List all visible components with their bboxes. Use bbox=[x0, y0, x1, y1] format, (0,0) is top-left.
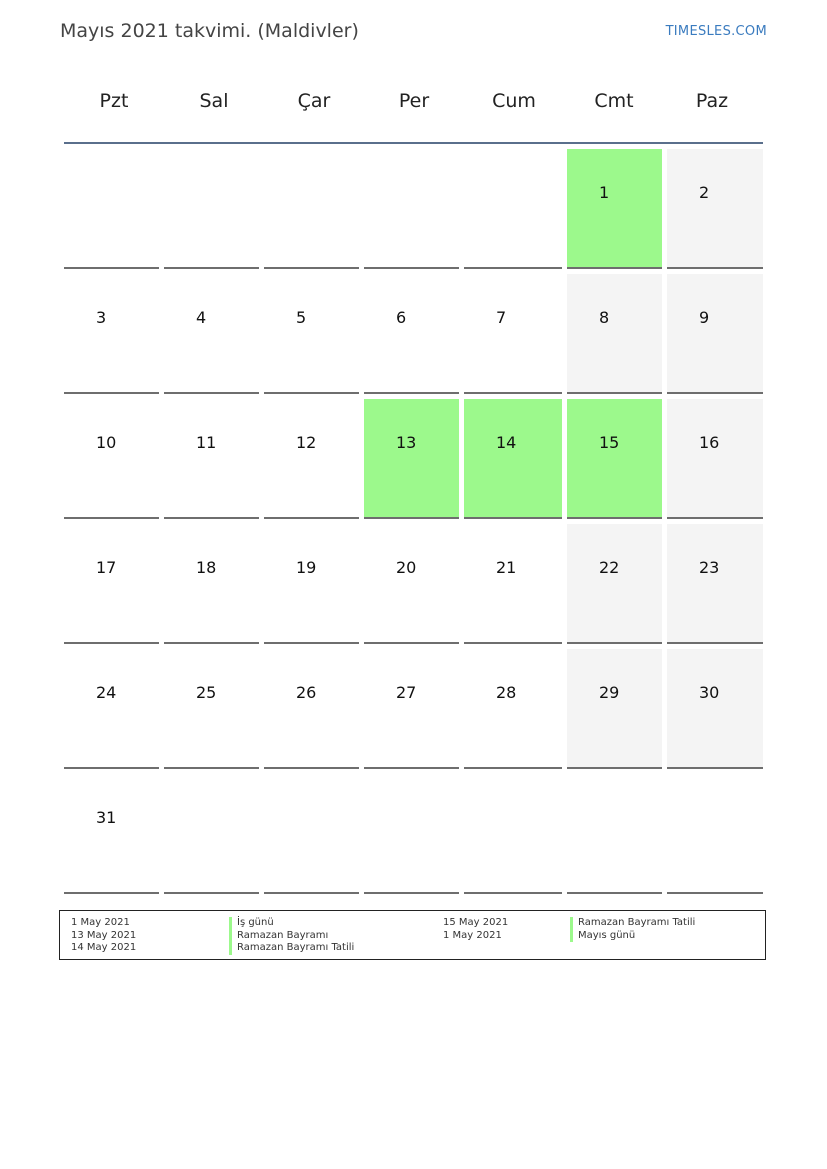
day-cell bbox=[667, 399, 763, 519]
day-number: 9 bbox=[699, 308, 710, 327]
day-number: 31 bbox=[96, 808, 117, 827]
day-cell bbox=[364, 149, 459, 269]
day-cell bbox=[164, 774, 259, 894]
week-row bbox=[64, 149, 764, 274]
day-cell bbox=[464, 524, 562, 644]
day-number: 21 bbox=[496, 558, 517, 577]
day-number: 24 bbox=[96, 683, 117, 702]
week-row bbox=[64, 274, 764, 399]
legend-names-left bbox=[229, 917, 354, 955]
week-row bbox=[64, 774, 764, 899]
day-number: 13 bbox=[396, 433, 417, 452]
day-cell bbox=[364, 649, 459, 769]
day-number: 29 bbox=[599, 683, 620, 702]
day-cell bbox=[464, 399, 562, 519]
day-number: 6 bbox=[396, 308, 407, 327]
day-number: 25 bbox=[196, 683, 217, 702]
day-number: 17 bbox=[96, 558, 117, 577]
day-cell bbox=[464, 774, 562, 894]
legend-holiday-name: Ramazan Bayramı Tatili bbox=[570, 917, 695, 930]
day-number: 7 bbox=[496, 308, 507, 327]
brand-link[interactable]: TIMESLES.COM bbox=[665, 24, 767, 39]
day-cell bbox=[364, 399, 459, 519]
day-cell bbox=[364, 774, 459, 894]
day-cell bbox=[667, 774, 763, 894]
legend-date: 15 May 2021 bbox=[443, 917, 509, 928]
day-cell bbox=[667, 649, 763, 769]
day-number: 20 bbox=[396, 558, 417, 577]
weekday-sun: Paz bbox=[695, 90, 729, 112]
day-number: 1 bbox=[599, 183, 610, 202]
day-number: 5 bbox=[296, 308, 307, 327]
week-row bbox=[64, 524, 764, 649]
day-number: 18 bbox=[196, 558, 217, 577]
header-divider bbox=[64, 142, 763, 144]
holiday-legend bbox=[59, 910, 766, 960]
day-cell bbox=[567, 649, 662, 769]
weekday-thu: Per bbox=[398, 90, 430, 112]
day-number: 27 bbox=[396, 683, 417, 702]
legend-date: 13 May 2021 bbox=[71, 929, 137, 941]
day-cell bbox=[364, 524, 459, 644]
day-cell bbox=[464, 649, 562, 769]
day-number: 28 bbox=[496, 683, 517, 702]
day-cell bbox=[164, 149, 259, 269]
week-row bbox=[64, 399, 764, 524]
day-cell bbox=[164, 649, 259, 769]
day-number: 16 bbox=[699, 433, 720, 452]
day-cell bbox=[567, 149, 662, 269]
legend-dates-right bbox=[443, 917, 508, 942]
day-cell bbox=[667, 149, 763, 269]
day-cell bbox=[667, 274, 763, 394]
day-cell bbox=[64, 774, 159, 894]
day-number: 23 bbox=[699, 558, 720, 577]
weekday-wed: Çar bbox=[297, 90, 331, 112]
week-row bbox=[64, 649, 764, 774]
day-number: 30 bbox=[699, 683, 720, 702]
day-cell bbox=[264, 649, 359, 769]
day-number: 12 bbox=[296, 433, 317, 452]
weekday-mon: Pzt bbox=[99, 90, 129, 112]
day-cell bbox=[264, 399, 359, 519]
day-cell bbox=[364, 274, 459, 394]
legend-date: 1 May 2021 bbox=[71, 917, 130, 928]
weekday-tue: Sal bbox=[199, 90, 229, 112]
day-cell bbox=[464, 149, 562, 269]
day-cell bbox=[64, 649, 159, 769]
day-number: 4 bbox=[196, 308, 207, 327]
day-cell bbox=[164, 274, 259, 394]
day-cell bbox=[64, 524, 159, 644]
day-cell bbox=[164, 524, 259, 644]
day-cell bbox=[64, 274, 159, 394]
legend-names-right bbox=[570, 917, 695, 942]
day-cell bbox=[464, 274, 562, 394]
day-cell bbox=[264, 149, 359, 269]
day-number: 10 bbox=[96, 433, 117, 452]
weekday-sat: Cmt bbox=[594, 90, 634, 112]
day-cell bbox=[567, 274, 662, 394]
day-cell bbox=[164, 399, 259, 519]
day-number: 11 bbox=[196, 433, 217, 452]
day-number: 26 bbox=[296, 683, 317, 702]
day-number: 22 bbox=[599, 558, 620, 577]
day-cell bbox=[264, 274, 359, 394]
day-cell bbox=[64, 149, 159, 269]
day-cell bbox=[264, 524, 359, 644]
day-cell bbox=[64, 399, 159, 519]
weekday-header bbox=[64, 90, 764, 112]
day-cell bbox=[567, 399, 662, 519]
legend-holiday-name: Ramazan Bayramı bbox=[229, 930, 354, 943]
day-cell bbox=[264, 774, 359, 894]
day-number: 19 bbox=[296, 558, 317, 577]
legend-dates-left bbox=[71, 917, 136, 955]
day-number: 3 bbox=[96, 308, 107, 327]
weekday-fri: Cum bbox=[492, 90, 536, 112]
day-number: 15 bbox=[599, 433, 620, 452]
day-number: 14 bbox=[496, 433, 517, 452]
day-cell bbox=[567, 774, 662, 894]
legend-date: 14 May 2021 bbox=[71, 942, 137, 953]
legend-date: 1 May 2021 bbox=[443, 929, 502, 941]
day-number: 2 bbox=[699, 183, 710, 202]
legend-holiday-name: Ramazan Bayramı Tatili bbox=[229, 942, 354, 955]
legend-holiday-name: İş günü bbox=[229, 917, 354, 930]
legend-holiday-name: Mayıs günü bbox=[570, 930, 695, 943]
calendar-grid bbox=[64, 149, 764, 899]
day-cell bbox=[567, 524, 662, 644]
page-title: Mayıs 2021 takvimi. (Maldivler) bbox=[60, 20, 359, 42]
day-number: 8 bbox=[599, 308, 610, 327]
day-cell bbox=[667, 524, 763, 644]
